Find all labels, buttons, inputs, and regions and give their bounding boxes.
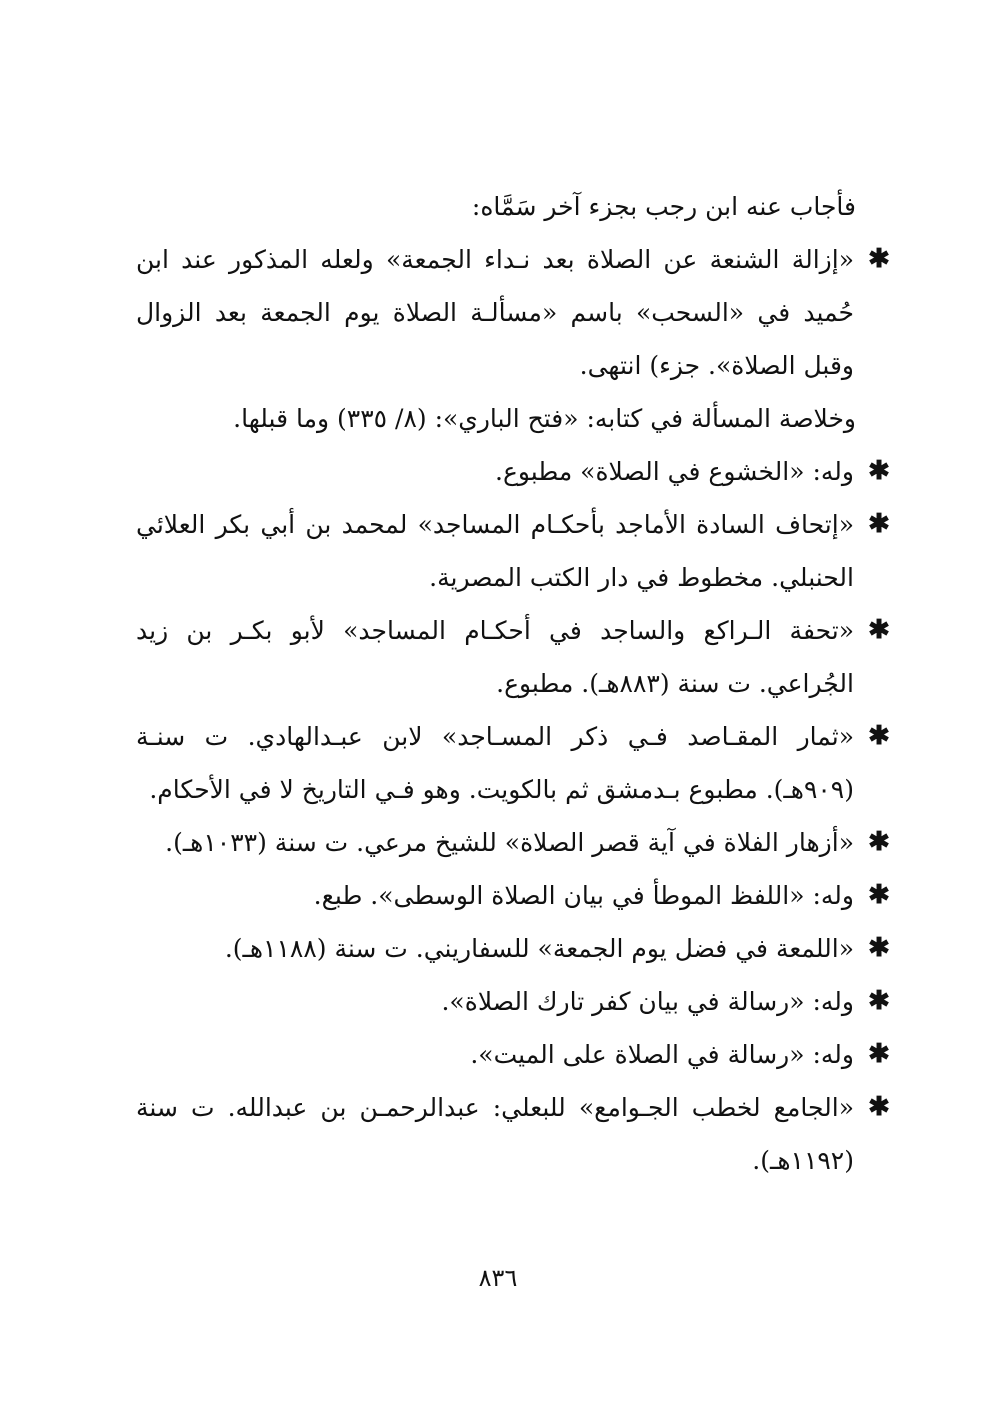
list-item xyxy=(136,922,890,975)
asterisk-bullet-icon: ✱ xyxy=(868,615,890,645)
list-item xyxy=(136,498,890,604)
list-item-text: وله: «رسالة في بيان كفر تارك الصلاة». xyxy=(441,987,854,1016)
list-item xyxy=(136,710,890,816)
summary-paragraph: وخلاصة المسألة في كتابه: «فتح الباري»: (٨/ ٣٣٥) وما قبلها. xyxy=(233,404,856,433)
list-item xyxy=(136,604,890,710)
list-item xyxy=(136,233,890,392)
list-item-text: «أزهار الفلاة في آية قصر الصلاة» للشيخ مرعي. ت سنة (١٠٣٣هـ). xyxy=(165,828,854,857)
list-item-text: «الجامع لخطب الجـوامع» للبعلي: عبدالرحمـن بن عبدالله. ت سنة (١١٩٢هـ). xyxy=(136,1093,854,1175)
list-item-text: وله: «رسالة في الصلاة على الميت». xyxy=(470,1040,854,1069)
asterisk-bullet-icon: ✱ xyxy=(868,721,890,751)
text-body xyxy=(136,180,890,1187)
asterisk-bullet-icon: ✱ xyxy=(868,827,890,857)
list-item xyxy=(136,1081,890,1187)
list-item-text: «ثمار المقـاصد فـي ذكر المسـاجد» لابن عبـدالهادي. ت سنـة (٩٠٩هـ). مطبوع بـدمشق ثم بالكويت. وهو فـي التاريخ لا في الأحكام. xyxy=(136,722,854,804)
asterisk-bullet-icon: ✱ xyxy=(868,1039,890,1069)
asterisk-bullet-icon: ✱ xyxy=(868,1092,890,1122)
list-item-text: «اللمعة في فضل يوم الجمعة» للسفاريني. ت سنة (١١٨٨هـ). xyxy=(224,934,854,963)
list-item-text: «إتحاف السادة الأماجد بأحكـام المساجد» لمحمد بن أبي بكر العلائي الحنبلي. مخطوط في دار الكتب المصرية. xyxy=(136,510,854,592)
asterisk-bullet-icon: ✱ xyxy=(868,933,890,963)
list-item-text: «تحفة الـراكع والساجد في أحكـام المساجد» لأبو بكـر بن زيد الجُراعي. ت سنة (٨٨٣هـ). مطبوع. xyxy=(136,616,854,698)
asterisk-bullet-icon: ✱ xyxy=(868,509,890,539)
asterisk-bullet-icon: ✱ xyxy=(868,456,890,486)
list-item xyxy=(136,869,890,922)
intro-paragraph: فأجاب عنه ابن رجب بجزء آخر سَمَّاه: xyxy=(471,192,856,221)
list-item xyxy=(136,1028,890,1081)
list-item xyxy=(136,445,890,498)
list-item xyxy=(136,816,890,869)
asterisk-bullet-icon: ✱ xyxy=(868,244,890,274)
list-item-text: «إزالة الشنعة عن الصلاة بعد نـداء الجمعة» ولعله المذكور عند ابن حُميد في «السحب» باسم «مسألـة الصلاة يوم الجمعة بعد الزوال وقبل الصلاة». جزء) انتهى. xyxy=(136,245,854,380)
list-item-text: وله: «اللفظ الموطأ في بيان الصلاة الوسطى». طبع. xyxy=(313,881,854,910)
list-item xyxy=(136,975,890,1028)
page-number: ٨٣٦ xyxy=(478,1264,518,1292)
asterisk-bullet-icon: ✱ xyxy=(868,880,890,910)
list-item-text: وله: «الخشوع في الصلاة» مطبوع. xyxy=(495,457,854,486)
asterisk-bullet-icon: ✱ xyxy=(868,986,890,1016)
